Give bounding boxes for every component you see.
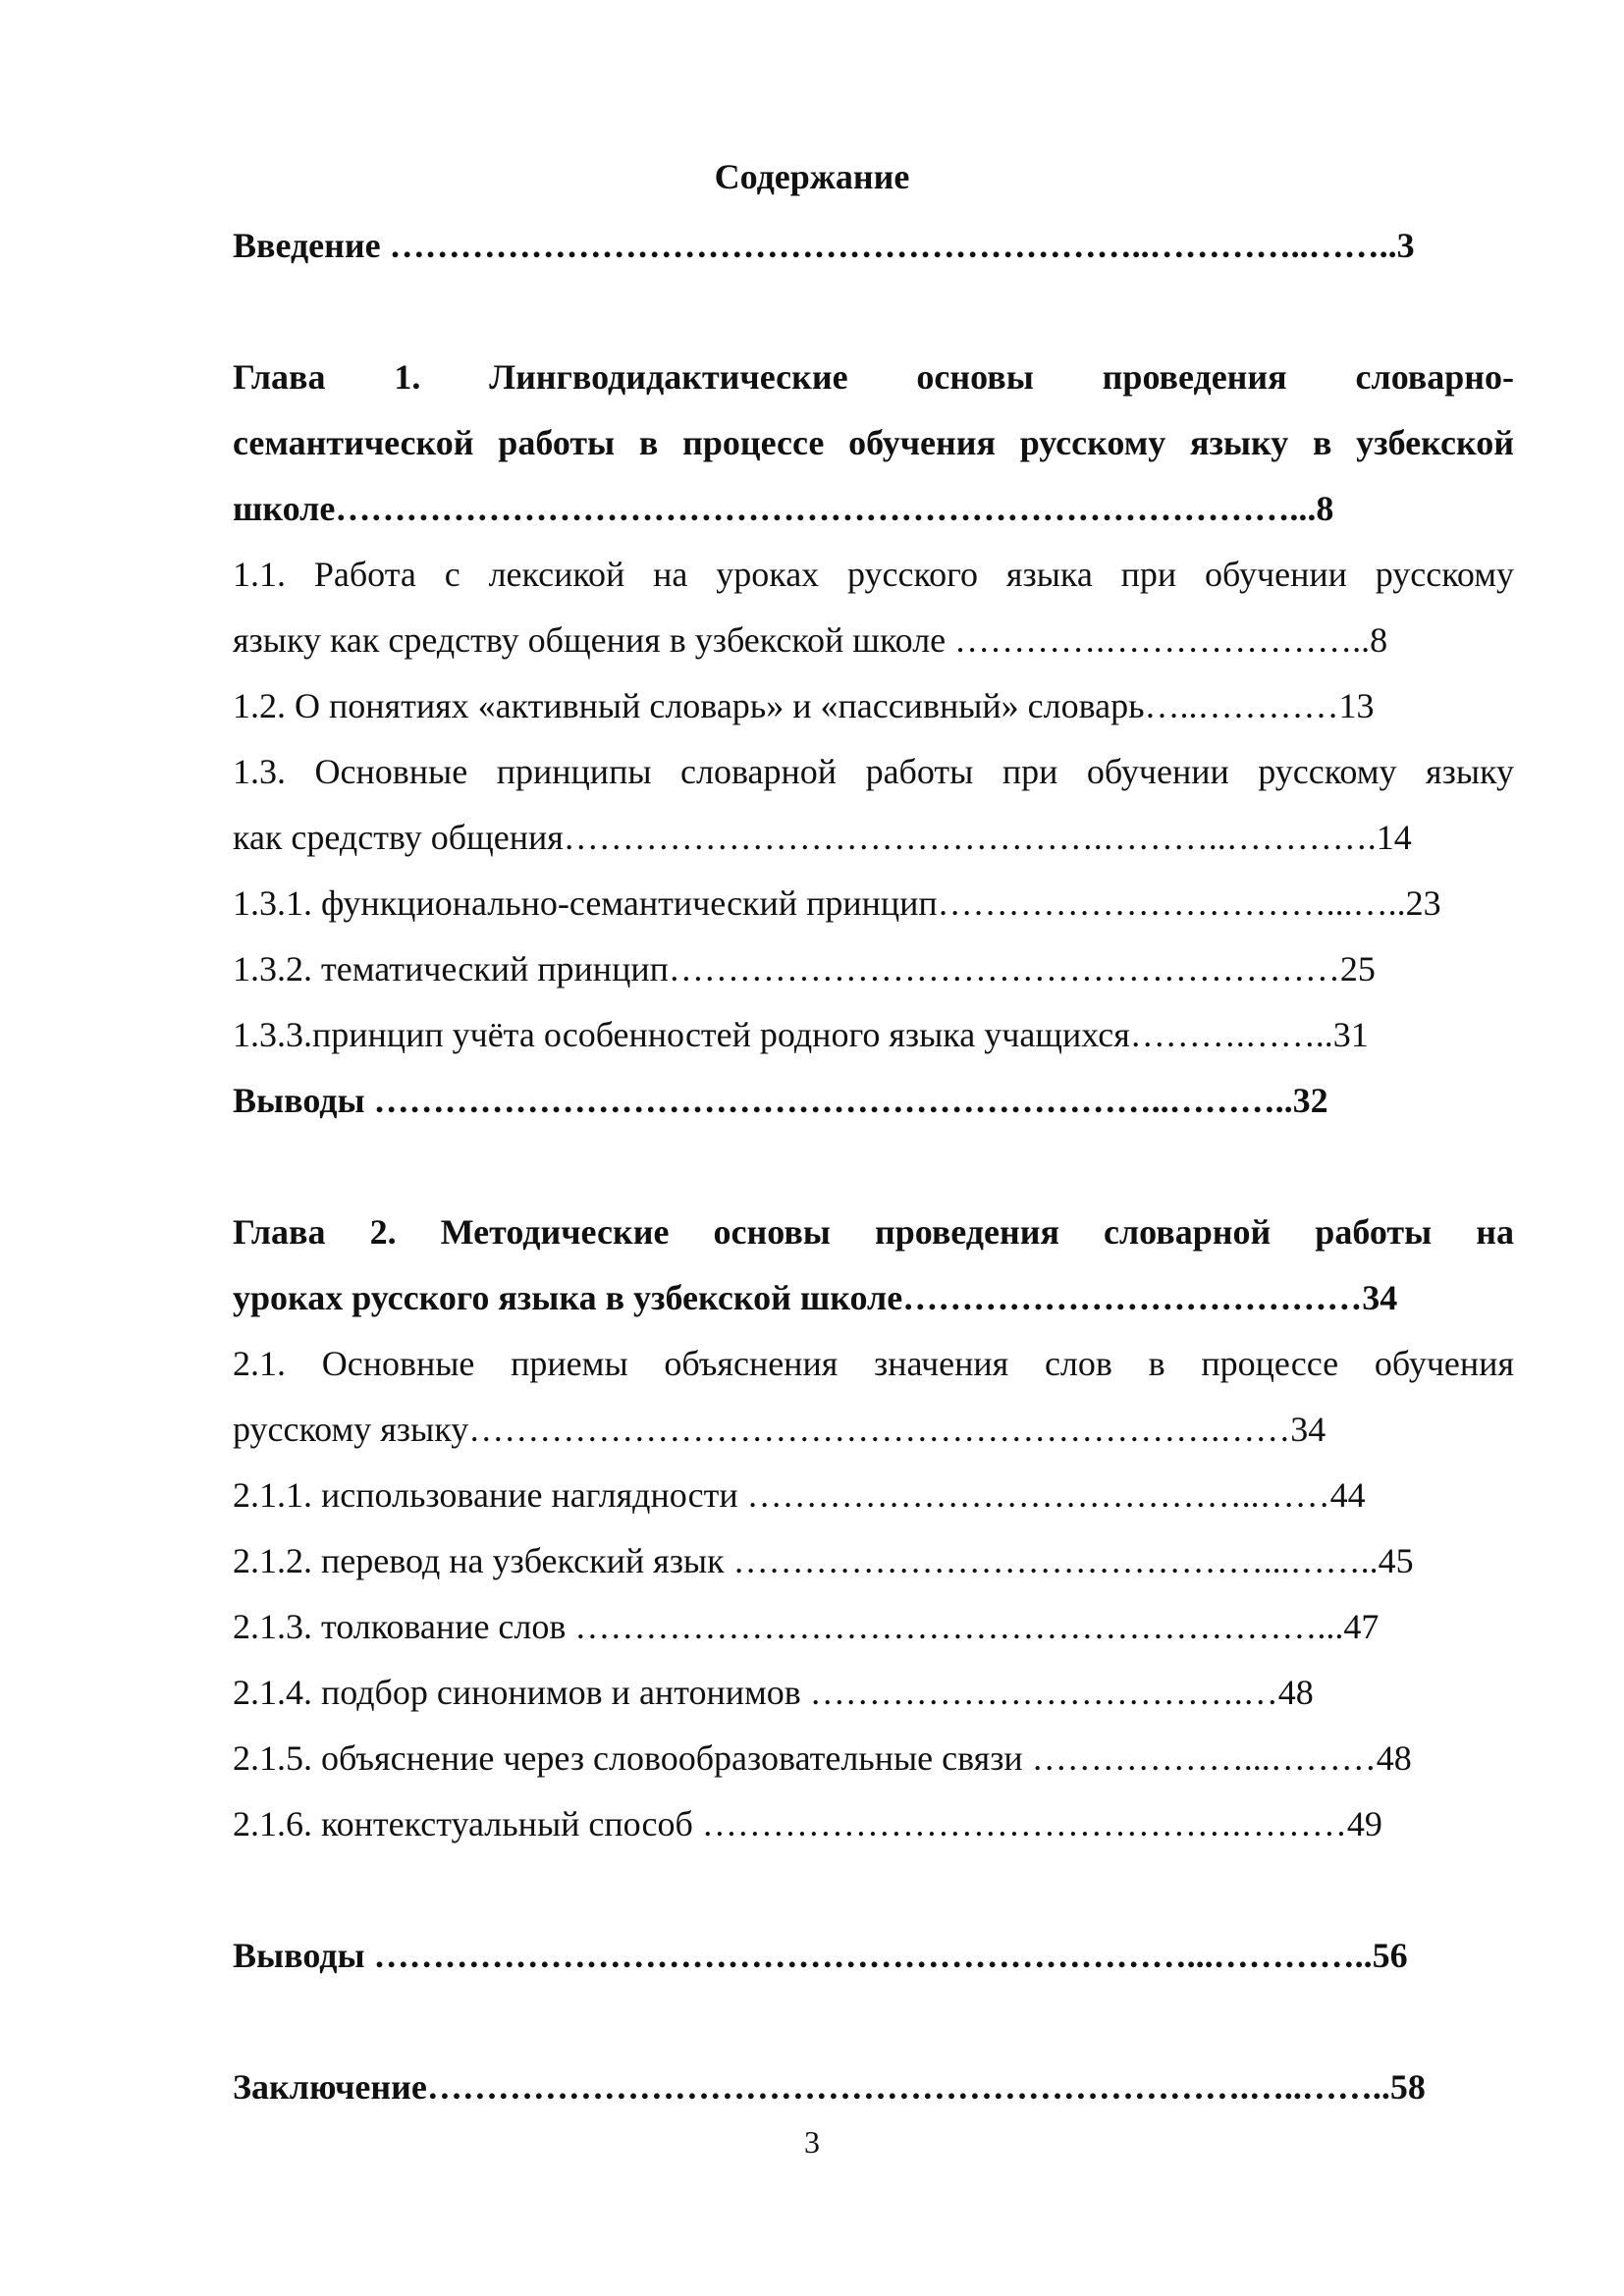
toc-entry-2-1-5: 2.1.5. объяснение через словообразовательные связи ………………...………48	[233, 1738, 1412, 1778]
toc-entry-2-1-1: 2.1.1. использование наглядности ……………………………………..……44	[233, 1475, 1366, 1515]
toc-entry-2-1-3: 2.1.3. толкование слов ………………………………………………………...47	[233, 1607, 1380, 1646]
toc-entry-1-1-line-1: 1.1. Работа с лексикой на уроках русского языка при обучении русскому	[233, 555, 1514, 594]
toc-entry-conclusions-2: Выводы ……………………………………………………………...…………..56	[233, 1936, 1408, 1975]
toc-entry-1-1-line-2: языку как средству общения в узбекской школе ………….…………………..8	[233, 620, 1388, 660]
toc-chapter-1-line-2: семантической работы в процессе обучения русскому языку в узбекской	[233, 423, 1514, 462]
toc-entry-1-3-line-2: как средству общения……………………………………….………..………….14	[233, 818, 1412, 857]
toc-entry-2-1-line-1: 2.1. Основные приемы объяснения значения слов в процессе обучения	[233, 1344, 1514, 1383]
toc-entry-introduction: Введение ………………………………………………………..…………..……..3	[233, 226, 1415, 265]
toc-entry-2-1-line-2: русскому языку……………………………………………………….……34	[233, 1410, 1326, 1449]
toc-entry-1-3-2: 1.3.2. тематический принцип…………………………………………………25	[233, 949, 1376, 988]
toc-entry-2-1-2: 2.1.2. перевод на узбекский язык ………………………………………...……..45	[233, 1541, 1414, 1580]
toc-entry-2-1-6: 2.1.6. контекстуальный способ ……………………………………….………49	[233, 1804, 1382, 1843]
toc-entry-1-3-3: 1.3.3.принцип учёта особенностей родного языка учащихся……….……..31	[233, 1015, 1369, 1054]
toc-entry-1-2: 1.2. О понятиях «активный словарь» и «пассивный» словарь…..…………13	[233, 686, 1375, 725]
page-number: 3	[804, 2124, 820, 2160]
toc-entry-1-3-line-1: 1.3. Основные принципы словарной работы при обучении русскому языку	[233, 752, 1514, 791]
toc-entry-conclusions-1: Выводы …………………………………………………………..………..32	[233, 1081, 1328, 1120]
toc-entry-1-3-1: 1.3.1. функционально-семантический принцип……………………………...…..23	[233, 883, 1441, 923]
toc-entry-2-1-4: 2.1.4. подбор синонимов и антонимов ……………………………….…48	[233, 1673, 1314, 1712]
toc-chapter-1-line-3: школе………………………………………………………………………...8	[233, 489, 1334, 528]
page-title: Содержание	[714, 157, 910, 196]
toc-chapter-2-line-2: уроках русского языка в узбекской школе…………………………………34	[233, 1278, 1398, 1317]
toc-chapter-1-line-1: Глава 1. Лингводидактические основы проведения словарно-	[233, 357, 1514, 397]
toc-entry-conclusion: Заключение…………………………………………………………….…..……..58	[233, 2067, 1426, 2107]
toc-chapter-2-line-1: Глава 2. Методические основы проведения словарной работы на	[233, 1212, 1514, 1252]
